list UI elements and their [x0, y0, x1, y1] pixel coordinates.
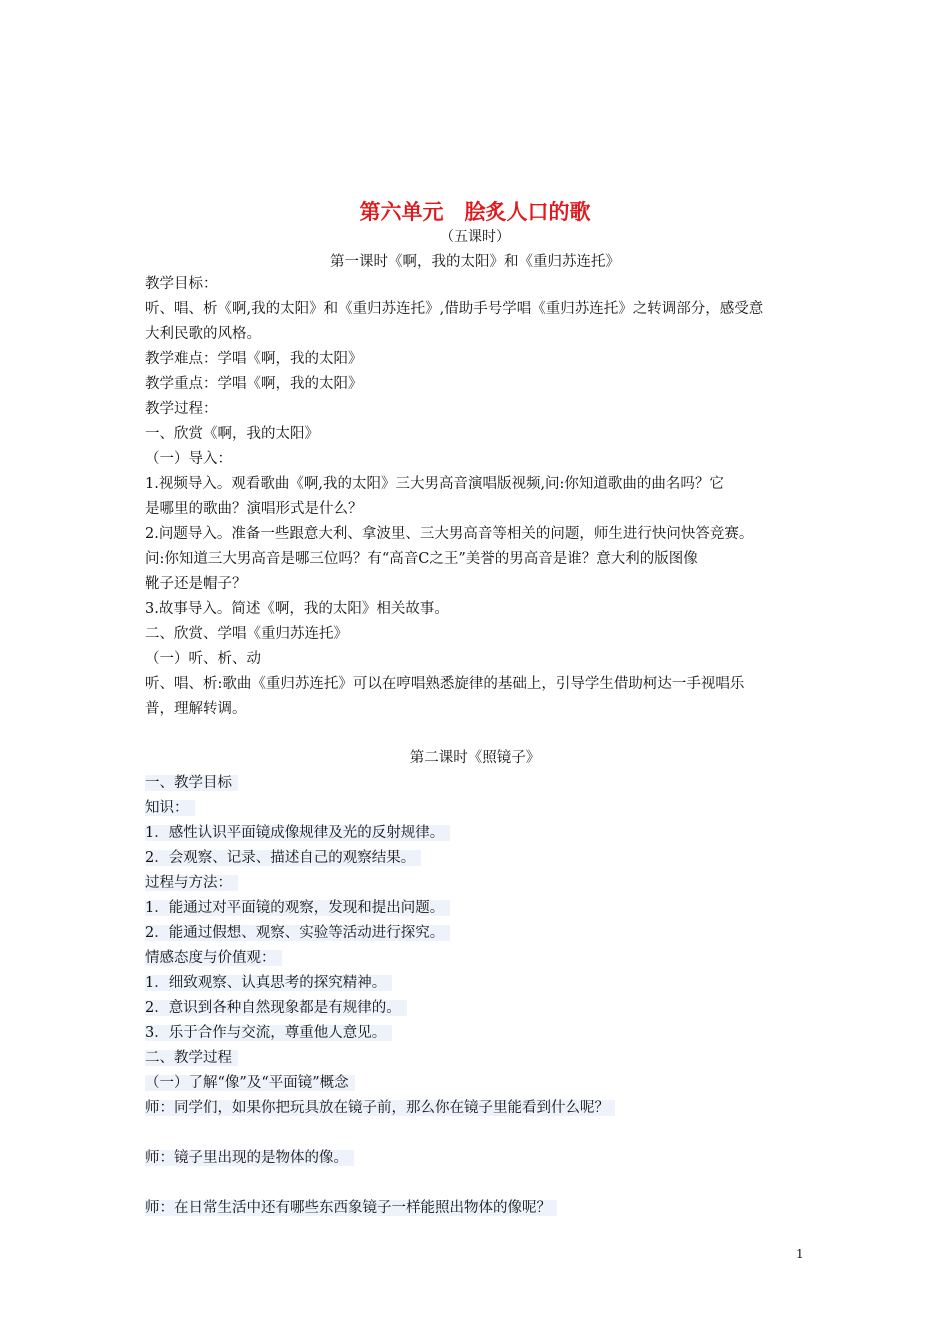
body-line-text: 知识： [145, 800, 195, 816]
body-line [145, 996, 815, 1021]
blank-line [145, 1121, 815, 1146]
body-line-text: （一）了解“像”及“平面镜”概念 [145, 1075, 355, 1091]
body-line: 二、欣赏、学唱《重归苏连托》 [145, 626, 348, 642]
body-line [145, 796, 815, 821]
body-line: 是哪里的歌曲？演唱形式是什么？ [145, 501, 363, 517]
body-line [145, 1021, 815, 1046]
body-line: 教学难点：学唱《啊，我的太阳》 [145, 351, 363, 367]
body-line: 教学目标： [145, 276, 218, 292]
body-line-text: 2．意识到各种自然现象都是有规律的。 [145, 1000, 407, 1016]
body-line-text: 1．能通过对平面镜的观察，发现和提出问题。 [145, 900, 450, 916]
lesson1-heading: 第一课时《啊，我的太阳》和《重归苏连托》 [330, 254, 620, 270]
lesson2-heading: 第二课时《照镜子》 [409, 750, 541, 766]
body-line: 靴子还是帽子？ [145, 576, 247, 592]
body-line [145, 896, 815, 921]
body-line-text: 一、教学目标 [145, 775, 238, 791]
blank-line [145, 1171, 815, 1196]
body-line [145, 971, 815, 996]
body-line-text: 过程与方法： [145, 875, 238, 891]
lesson2-body [145, 771, 815, 1221]
body-line [145, 1046, 815, 1071]
body-line-text: 2．会观察、记录、描述自己的观察结果。 [145, 850, 421, 866]
page-number: 1 [796, 1247, 804, 1261]
body-line: 问:你知道三大男高音是哪三位吗？有“高音C之王”美誉的男高音是谁？意大利的版图像 [145, 551, 698, 567]
body-line: 一、欣赏《啊，我的太阳》 [145, 426, 319, 442]
body-line [145, 846, 815, 871]
unit-title: 第六单元 脍炙人口的歌 [359, 200, 591, 224]
body-line: 3.故事导入。简述《啊，我的太阳》相关故事。 [145, 601, 449, 617]
body-line-text: 师：在日常生活中还有哪些东西象镜子一样能照出物体的像呢？ [145, 1200, 557, 1216]
body-line [145, 1146, 815, 1171]
body-line: 听、唱、析《啊,我的太阳》和《重归苏连托》,借助手号学唱《重归苏连托》之转调部分，感受意 [145, 301, 764, 317]
body-line: 听、唱、析:歌曲《重归苏连托》可以在哼唱熟悉旋律的基础上，引导学生借助柯达一手视唱乐 [145, 676, 745, 692]
lesson-count: （五课时） [440, 229, 510, 245]
body-line: 大利民歌的风格。 [145, 326, 261, 342]
body-line-text: 情感态度与价值观： [145, 950, 282, 966]
body-line-text: 二、教学过程 [145, 1050, 238, 1066]
body-line: 教学过程： [145, 401, 218, 417]
body-line [145, 871, 815, 896]
body-line: 普，理解转调。 [145, 701, 247, 717]
body-line: （一）导入： [145, 451, 232, 467]
lesson1-body [145, 272, 815, 722]
body-line [145, 1071, 815, 1096]
body-line [145, 921, 815, 946]
body-line [145, 1096, 815, 1121]
body-line: 教学重点：学唱《啊，我的太阳》 [145, 376, 363, 392]
body-line: 2.问题导入。准备一些跟意大利、拿波里、三大男高音等相关的问题，师生进行快问快答竞赛。 [145, 526, 754, 542]
body-line [145, 771, 815, 796]
body-line-text: 师：同学们，如果你把玩具放在镜子前，那么你在镜子里能看到什么呢？ [145, 1100, 615, 1116]
body-line-text: 1．感性认识平面镜成像规律及光的反射规律。 [145, 825, 450, 841]
body-line-text: 3．乐于合作与交流，尊重他人意见。 [145, 1025, 392, 1041]
body-line: 1.视频导入。观看歌曲《啊,我的太阳》三大男高音演唱版视频,问:你知道歌曲的曲名吗？它 [145, 476, 724, 492]
body-line-text: 1．细致观察、认真思考的探究精神。 [145, 975, 392, 991]
body-line-text: 2．能通过假想、观察、实验等活动进行探究。 [145, 925, 450, 941]
body-line-text: 师：镜子里出现的是物体的像。 [145, 1150, 354, 1166]
body-line: （一）听、析、动 [145, 651, 261, 667]
body-line [145, 821, 815, 846]
body-line [145, 946, 815, 971]
body-line [145, 1196, 815, 1221]
